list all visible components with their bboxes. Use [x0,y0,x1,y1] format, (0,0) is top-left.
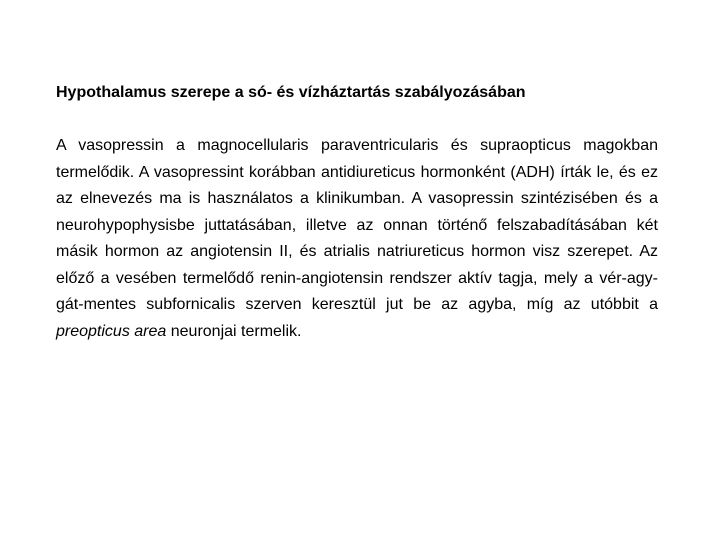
body-text-main: A vasopressin a magnocellularis paraventricularis és supraopticus magokban termelődik. A vasopressint korábban antidiureticus hormonként (ADH) írták le, és ez az elnevezés ma is használatos a klinikumban. A vasopressin szintézisében és a neurohypophysisbe juttatásában, illetve az onnan történő felszabadításában két másik hormon az angiotensin II, és atrialis natriureticus hormon visz szerepet. Az előző a vesében termelődő renin-angiotensin rendszer aktív tagja, mely a vér-agy-gát-mentes subfornicalis szerven keresztül jut be az agyba, míg az utóbbit a [56,137,658,313]
body-paragraph [56,133,658,345]
body-text-end: neuronjai termelik. [166,322,302,340]
body-text-italic-term: preopticus area [56,322,167,340]
page-title: Hypothalamus szerepe a só- és vízháztartás szabályozásában [56,84,526,101]
